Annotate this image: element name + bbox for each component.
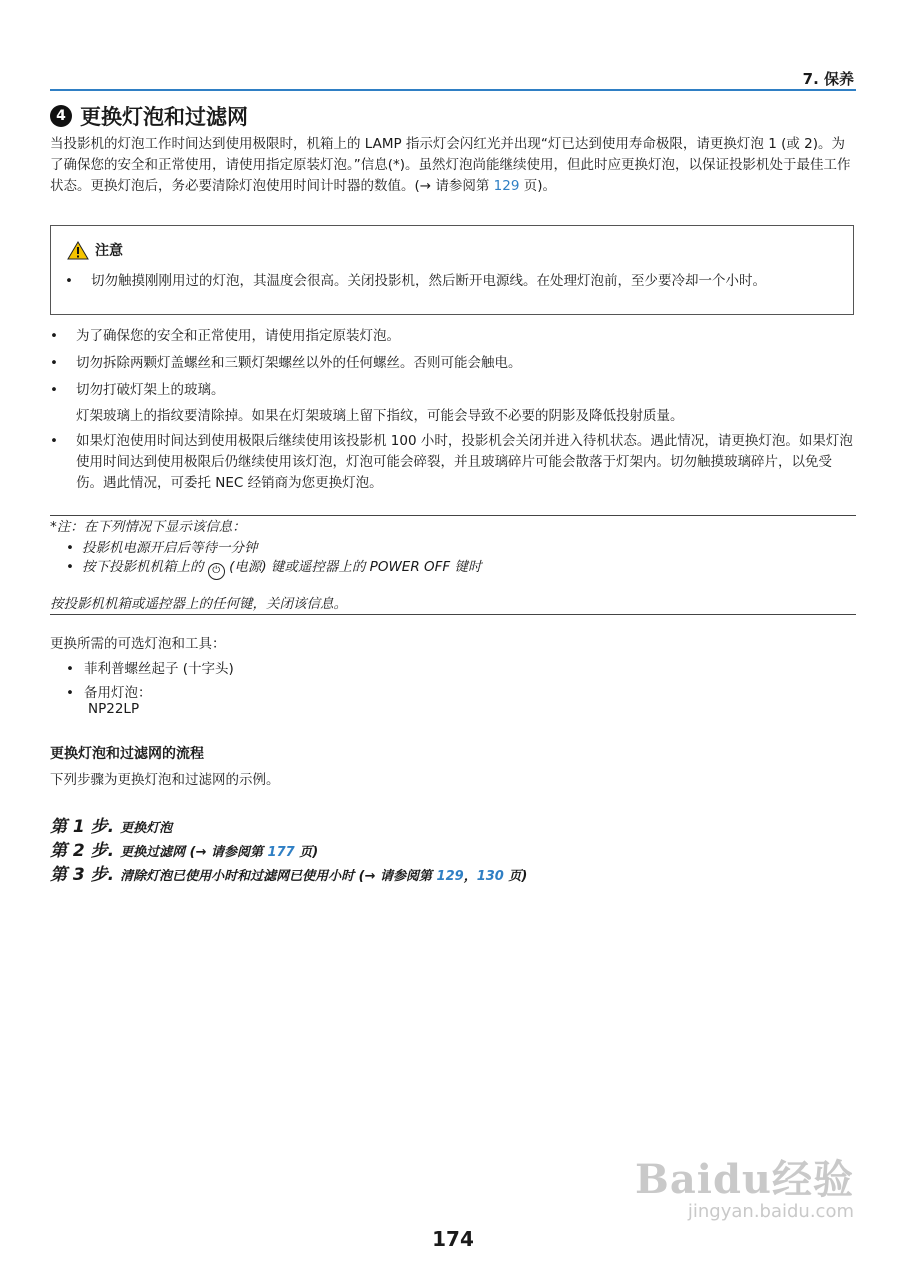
warning-icon [67,241,89,260]
note-bottom-divider [50,614,856,615]
list-item-text: 切勿打破灯架上的玻璃。 [76,382,225,398]
page-link-177[interactable]: 177 [267,845,295,860]
intro-paragraph [50,134,856,197]
note-item-text: 按下投影机机箱上的 [81,559,204,575]
note-top-divider [50,515,856,516]
caution-title: 注意 [95,243,123,259]
flow-heading: 更换灯泡和过滤网的流程 [50,746,204,762]
page-link-130[interactable]: 130 [476,869,504,884]
step-tail: 页) [503,869,528,884]
caution-text: 切勿触摸刚刚用过的灯泡，其温度会很高。关闭投影机，然后断开电源线。在处理灯泡前，至少要冷却一个小时。 [91,273,766,289]
tool-item [66,681,151,701]
page-number: 174 [432,1227,474,1251]
page-link-129[interactable]: 129 [493,178,520,194]
intro-text: 当投影机的灯泡工作时间达到使用极限时，机箱上的 LAMP 指示灯会闪红光并出现“灯已达到使用寿命极限，请更换灯泡 1 (或 2)。为了确保您的安全和正常使用，请使用指定原装灯泡。”信息(*)。虽然灯泡尚能继续使用，但此时应更换灯泡，以保证投影机处于最佳工作状态。更换灯泡后，务必要清除灯泡使用时间计时器的数值。(→ 请参阅第 [50,136,851,194]
bullet-icon: • [50,382,58,398]
caution-heading [67,240,123,260]
bullet-icon: • [66,540,74,556]
tool-item-text: 备用灯泡： [83,685,152,701]
watermark-logo: Baidu经验 [635,1156,854,1203]
step-tail: 页) [294,845,319,860]
link-separator: ， [463,869,477,884]
step-text: 清除灯泡已使用小时和过滤网已使用小时 (→ 请参阅第 [120,869,437,884]
bullet-icon: • [65,273,73,289]
note-item [66,538,257,558]
section-heading [50,101,248,131]
watermark-url: jingyan.baidu.com [687,1201,854,1222]
list-item [50,380,856,401]
caution-box [50,225,854,315]
list-item-text: 为了确保您的安全和正常使用，请使用指定原装灯泡。 [76,328,400,344]
step-number: 第 1 步. [50,817,115,837]
note-item-text: (电源) 键或遥控器上的 POWER OFF 键时 [229,559,482,575]
bullet-icon: • [66,685,74,701]
bullet-icon: • [66,559,74,575]
intro-tail: 页)。 [519,178,557,194]
page-link-129[interactable]: 129 [436,869,464,884]
bullet-icon: • [50,355,58,371]
note-title: *注：在下列情况下显示该信息： [50,519,246,535]
step-item [50,860,527,885]
bullet-icon: • [50,328,58,344]
tools-title: 更换所需的可选灯泡和工具： [50,636,226,652]
list-item [50,326,856,347]
chapter-header: 7. 保养 [802,70,854,88]
list-item [50,431,856,494]
list-item-detail: 灯架玻璃上的指纹要清除掉。如果在灯架玻璃上留下指纹，可能会导致不必要的阴影及降低投射质量。 [76,408,684,424]
note-item [66,557,481,580]
step-item [50,836,318,861]
step-item [50,812,172,837]
caution-item [65,271,843,292]
section-title: 更换灯泡和过滤网 [80,105,248,129]
list-item-text: 切勿拆除两颗灯盖螺丝和三颗灯架螺丝以外的任何螺丝。否则可能会触电。 [76,355,522,371]
step-number: 第 2 步. [50,841,115,861]
tool-item [66,657,234,677]
step-number: 第 3 步. [50,865,115,885]
note-item-text: 投影机电源开启后等待一分钟 [81,540,258,556]
bullet-icon: • [50,433,58,449]
note-close-text: 按投影机机箱或遥控器上的任何键，关闭该信息。 [50,596,347,612]
lamp-model: NP22LP [88,701,140,717]
bullet-icon: • [66,661,74,677]
step-text: 更换过滤网 (→ 请参阅第 [120,845,268,860]
step-text: 更换灯泡 [120,821,173,836]
section-number-badge: 4 [50,105,72,127]
flow-text: 下列步骤为更换灯泡和过滤网的示例。 [50,772,280,788]
tool-item-text: 菲利普螺丝起子 (十字头) [83,661,234,677]
list-item [50,353,856,374]
header-divider [50,89,856,91]
power-icon: ⏻ [208,563,225,580]
watermark [635,1148,854,1222]
list-item-text: 如果灯泡使用时间达到使用极限后继续使用该投影机 100 小时，投影机会关闭并进入待机状态。遇此情况，请更换灯泡。如果灯泡使用时间达到使用极限后仍继续使用该灯泡，灯泡可能会碎裂，并且玻璃碎片可能会散落于灯架内。切勿触摸玻璃碎片，以免受伤。遇此情况，可委托 NEC 经销商为您更换灯泡。 [76,433,853,491]
